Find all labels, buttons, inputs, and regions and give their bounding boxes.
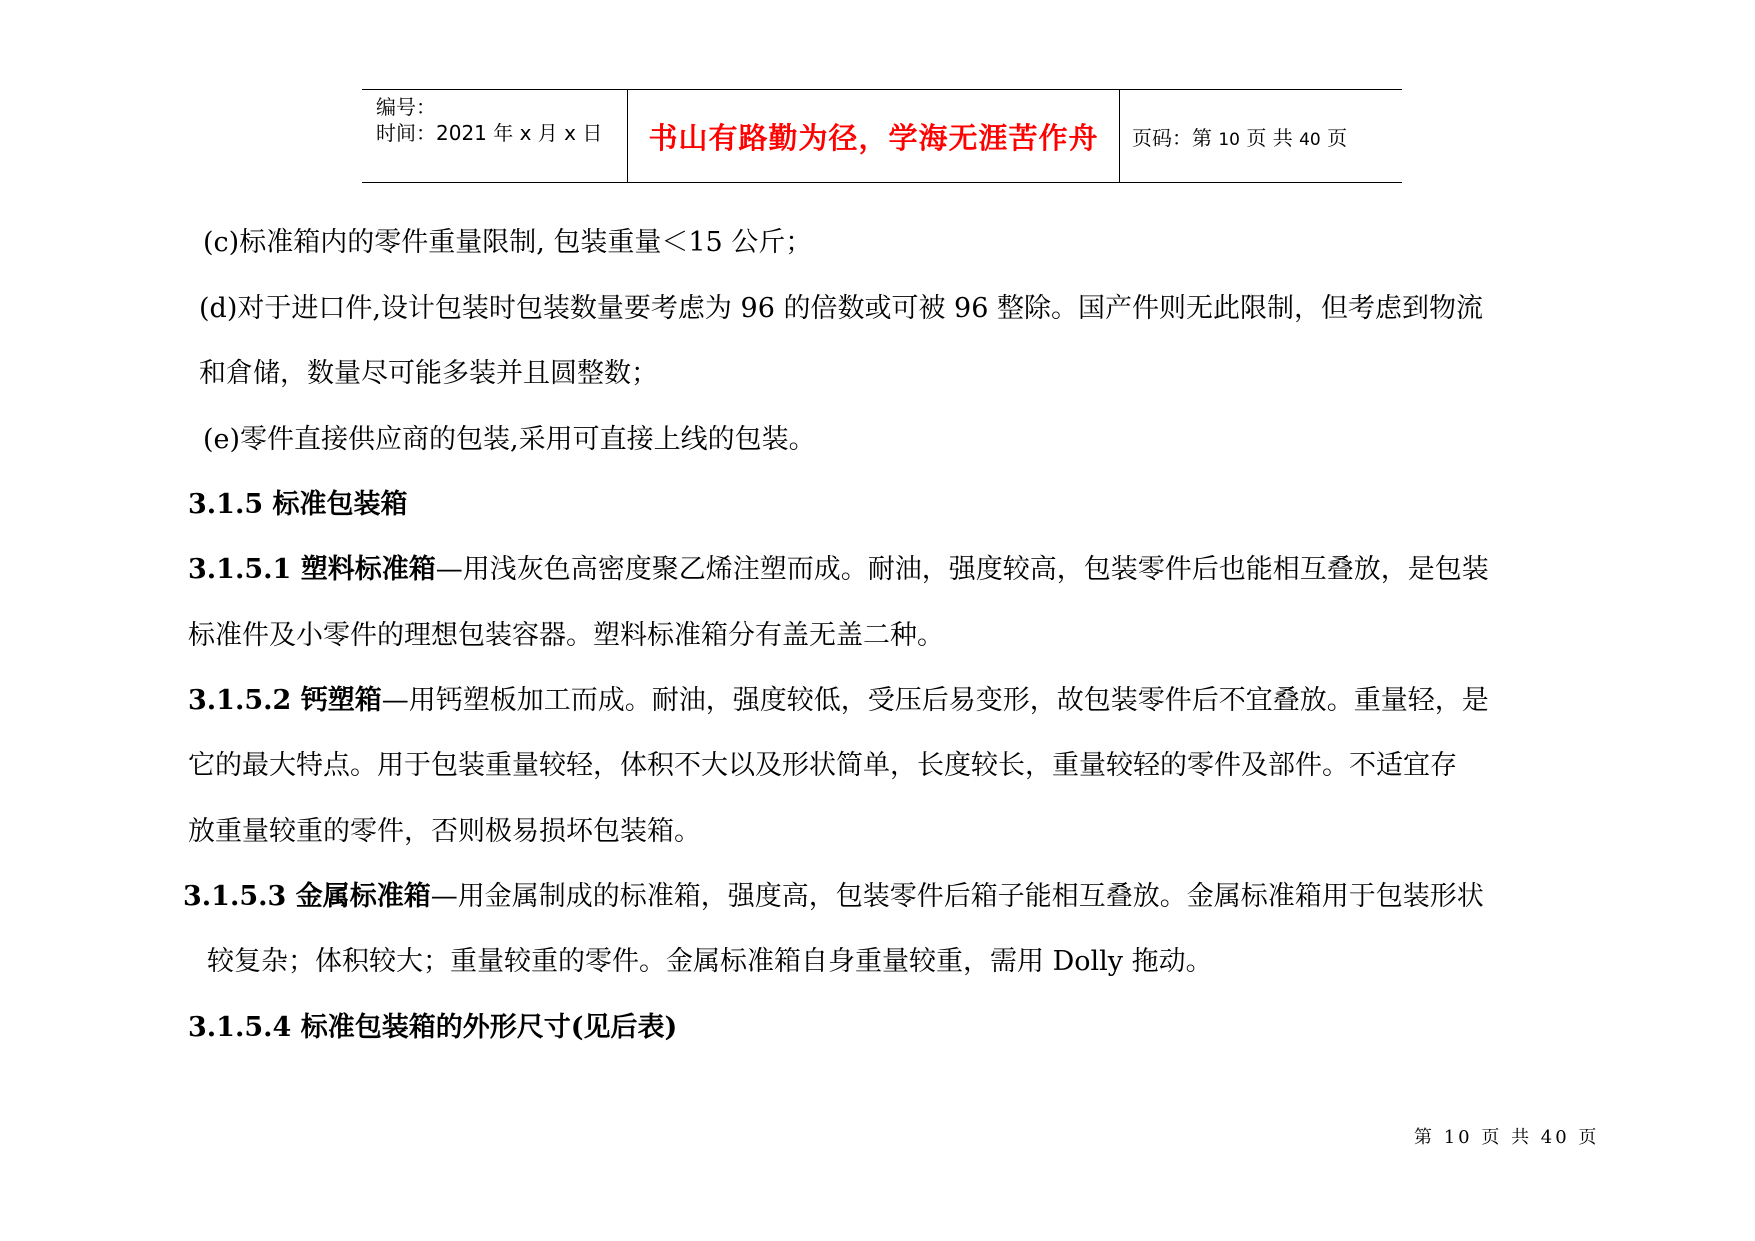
para-3-1-5-1-line1 bbox=[188, 553, 1489, 587]
page-number: 10 bbox=[1218, 129, 1240, 150]
page-prefix: 页码：第 bbox=[1132, 125, 1219, 150]
para-3-1-5-1-line2: 标准件及小零件的理想包装容器。塑料标准箱分有盖无盖二种。 bbox=[188, 620, 944, 651]
doc-code-label: 编号： bbox=[376, 95, 436, 119]
item-c: (c)标准箱内的零件重量限制, 包装重量＜15 公斤； bbox=[203, 227, 813, 258]
para-3-1-5-2-line2: 它的最大特点。用于包装重量较轻，体积不大以及形状简单，长度较长，重量较轻的零件及部件。不适宜存 bbox=[188, 750, 1457, 781]
doc-time-label: 时间：2021 年 x 月 x 日 bbox=[376, 121, 603, 145]
header-page-info bbox=[1132, 122, 1347, 151]
text-3-1-5-1-a: —用浅灰色高密度聚乙烯注塑而成。耐油，强度较高，包装零件后也能相互叠放，是包装 bbox=[435, 554, 1489, 585]
page-total: 40 bbox=[1299, 129, 1321, 150]
para-3-1-5-2-line1 bbox=[188, 684, 1489, 718]
item-e: (e)零件直接供应商的包装,采用可直接上线的包装。 bbox=[203, 424, 816, 455]
item-d-line2: 和倉储，数量尽可能多装并且圆整数； bbox=[199, 358, 658, 389]
item-d-line1: (d)对于进口件,设计包装时包装数量要考虑为 96 的倍数或可被 96 整除。国产件则无此限制，但考虑到物流 bbox=[199, 293, 1483, 324]
header-meta-cell bbox=[362, 90, 628, 182]
para-3-1-5-3-line2: 较复杂；体积较大；重量较重的零件。金属标准箱自身重量较重，需用 Dolly 拖动。 bbox=[207, 946, 1213, 977]
page-footer: 第 10 页 共 40 页 bbox=[1414, 1127, 1600, 1148]
heading-3-1-5-3: 3.1.5.3 金属标准箱 bbox=[183, 881, 431, 912]
page-suffix: 页 bbox=[1320, 125, 1348, 150]
header-page-cell bbox=[1120, 90, 1402, 182]
section-heading-3-1-5-4: 3.1.5.4 标准包装箱的外形尺寸(见后表) bbox=[188, 1012, 678, 1043]
heading-3-1-5-2: 3.1.5.2 钙塑箱 bbox=[188, 685, 382, 716]
para-3-1-5-3-line1 bbox=[183, 880, 1484, 914]
page-mid: 页 共 bbox=[1240, 125, 1300, 150]
section-heading-3-1-5: 3.1.5 标准包装箱 bbox=[188, 489, 408, 520]
heading-3-1-5-1: 3.1.5.1 塑料标准箱 bbox=[188, 554, 436, 585]
text-3-1-5-2-a: —用钙塑板加工而成。耐油，强度较低，受压后易变形，故包装零件后不宜叠放。重量轻，是 bbox=[381, 685, 1489, 716]
header-motto-cell bbox=[628, 90, 1120, 182]
para-3-1-5-2-line3: 放重量较重的零件，否则极易损坏包装箱。 bbox=[188, 816, 701, 847]
page-header bbox=[362, 89, 1402, 183]
motto-text: 书山有路勤为径，学海无涯苦作舟 bbox=[648, 120, 1099, 155]
text-3-1-5-3-a: —用金属制成的标准箱，强度高，包装零件后箱子能相互叠放。金属标准箱用于包装形状 bbox=[430, 881, 1484, 912]
